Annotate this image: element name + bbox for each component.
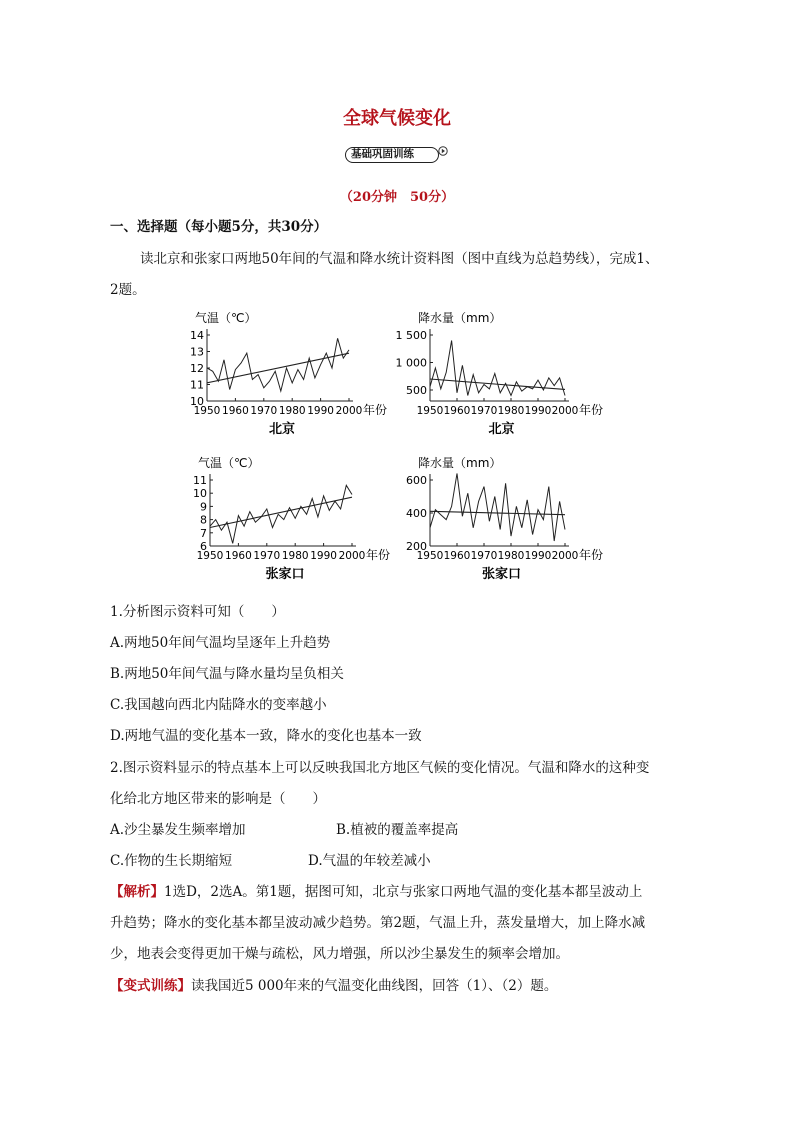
chart-title: 北京 [488,422,515,437]
x-tick-label: 1970 [470,550,498,562]
x-tick-label: 1990 [310,550,337,562]
x-axis-label: 年份 [366,548,391,562]
question-1-option-d: D.两地气温的变化基本一致，降水的变化也基本一致 [110,728,422,744]
y-axis-label: 气温（℃） [198,456,260,470]
y-tick-label: 8 [200,513,207,527]
beijing-temperature-chart [180,310,390,440]
data-series-line [210,485,352,543]
y-tick-label: 400 [406,507,427,520]
y-tick-label: 11 [193,474,207,487]
trend-line [430,379,565,389]
chart-title: 张家口 [481,567,522,582]
data-series-line [207,338,349,391]
y-tick-label: 10 [190,395,204,408]
analysis-tag: 【解析】 [110,884,164,900]
y-tick-label: 9 [200,500,207,514]
trend-line [207,353,349,383]
x-tick-label: 1970 [250,405,278,417]
chart-title: 北京 [268,422,296,437]
question-2-option-c: C.作物的生长期缩短 [110,853,233,869]
play-icon [438,146,448,156]
y-tick-label: 1 000 [395,356,427,370]
x-tick-label: 1980 [497,550,525,562]
x-tick-label: 1960 [443,405,471,417]
question-2-option-d: D.气温的年较差减小 [308,853,431,869]
intro-line-1: 读北京和张家口两地50年间的气温和降水统计资料图（图中直线为总趋势线），完成1、 [140,251,659,267]
data-series-line [430,341,565,396]
x-tick-label: 1970 [253,550,281,562]
question-1-option-a: A.两地50年间气温均呈逐年上升趋势 [110,635,331,651]
x-tick-label: 2000 [551,405,579,417]
x-axis-label: 年份 [579,548,604,562]
y-axis-label: 气温（℃） [195,311,257,325]
x-tick-label: 2000 [551,550,579,562]
y-tick-label: 200 [406,540,427,553]
x-tick-label: 1980 [281,550,309,562]
y-axis-label: 降水量（mm） [418,456,502,470]
x-tick-label: 1990 [524,405,552,417]
x-tick-label: 1990 [307,405,334,417]
x-tick-label: 1960 [222,405,249,417]
analysis-line-1: 1选D，2选A。第1题，据图可知，北京与张家口两地气温的变化基本都呈波动上 [164,884,643,900]
x-tick-label: 1970 [470,405,498,417]
analysis-line-2: 升趋势；降水的变化基本都呈波动减少趋势。第2题，气温上升，蒸发量增大，加上降水减 [110,915,646,931]
x-tick-label: 1980 [497,405,525,417]
y-tick-label: 7 [200,526,207,540]
section-badge: 基础巩固训练 [345,147,439,163]
question-1-option-c: C.我国越向西北内陆降水的变率越小 [110,697,327,713]
y-tick-label: 500 [406,384,427,397]
beijing-precipitation-chart [390,310,620,440]
y-tick-label: 6 [200,540,207,553]
intro-line-2: 2题。 [110,282,146,298]
y-tick-label: 13 [190,345,204,359]
y-tick-label: 12 [190,362,204,375]
zhangjiakou-precipitation-chart [390,455,620,585]
analysis-line-3: 少，地表会变得更加干燥与疏松，风力增强，所以沙尘暴发生的频率会增加。 [110,946,569,962]
question-2-stem-line-1: 2.图示资料显示的特点基本上可以反映我国北方地区气候的变化情况。气温和降水的这种变 [110,760,650,776]
x-tick-label: 1950 [416,550,444,562]
x-tick-label: 1980 [278,405,306,417]
data-series-line [430,473,565,541]
x-tick-label: 1960 [443,550,471,562]
chart-title: 张家口 [265,567,305,582]
question-2-stem-line-2: 化给北方地区带来的影响是（ ） [110,791,326,807]
variant-text: 读我国近5 000年来的气温变化曲线图，回答（1）、（2）题。 [191,978,558,994]
zhangjiakou-temperature-chart [190,455,400,585]
y-tick-label: 1 500 [395,329,427,342]
x-axis-label: 年份 [363,403,388,417]
y-tick-label: 14 [190,329,204,342]
x-tick-label: 2000 [335,405,363,417]
x-axis-label: 年份 [579,403,604,417]
y-axis-label: 降水量（mm） [418,311,502,325]
x-tick-label: 1960 [225,550,252,562]
y-tick-label: 11 [190,378,204,392]
x-tick-label: 1950 [193,405,221,417]
x-tick-label: 1990 [524,550,552,562]
x-tick-label: 2000 [338,550,366,562]
page-title: 全球气候变化 [343,108,451,129]
question-2-option-b: B.植被的覆盖率提高 [336,822,459,838]
trend-line [210,497,352,527]
variant-tag: 【变式训练】 [110,978,191,994]
y-tick-label: 600 [406,474,427,487]
x-tick-label: 1950 [196,550,224,562]
question-1-stem: 1.分析图示资料可知（ ） [110,604,285,620]
section-heading: 一、选择题（每小题5分，共30分） [110,219,328,235]
y-tick-label: 10 [193,487,207,501]
time-info: （20分钟 50分） [339,190,455,205]
question-1-option-b: B.两地50年间气温与降水量均呈负相关 [110,666,344,682]
x-tick-label: 1950 [416,405,444,417]
question-2-option-a: A.沙尘暴发生频率增加 [110,822,246,838]
